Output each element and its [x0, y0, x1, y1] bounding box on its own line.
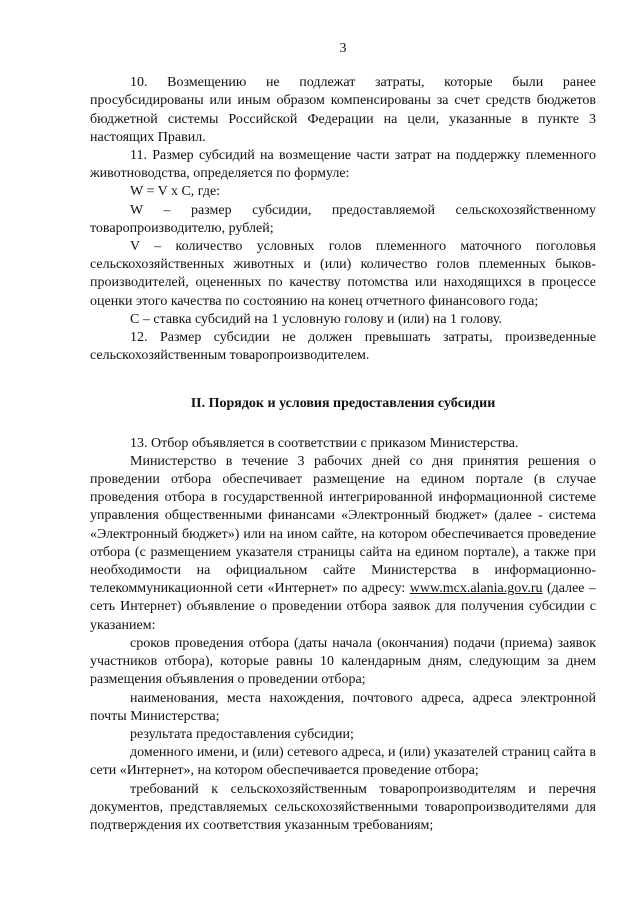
list-item-deadlines: сроков проведения отбора (даты начала (окончания) подачи (приема) заявок участников отбора), которые равны 10 календарным дням, следующим за днем размещения объявления о проведении отбора;: [90, 635, 596, 688]
section-heading: II. Порядок и условия предоставления субсидии: [190, 396, 496, 412]
list-item-result: результата предоставления субсидии;: [130, 726, 354, 742]
formula-v-definition: V – количество условных голов племенного маточного поголовья сельскохозяйственных животных и (или) количество голов племенных быков-производителей, оцененных по качеству потомства или находящихся в процессе оценки этого качества по состоянию на конец отчетного финансового года;: [90, 239, 596, 309]
paragraph-11: 11. Размер субсидий на возмещение части затрат на поддержку племенного животноводства, определяется по формуле:: [90, 148, 596, 182]
formula-w-definition: W – размер субсидии, предоставляемой сельскохозяйственному товаропроизводителю, рублей;: [90, 202, 596, 236]
paragraph-12: 12. Размер субсидии не должен превышать затраты, произведенные сельскохозяйственным товаропроизводителем.: [90, 330, 596, 364]
list-item-requirements: требований к сельскохозяйственным товаропроизводителям и перечня документов, представляемых сельскохозяйственными товаропроизводителями для подтверждения их соответствия указанным требованиям;: [90, 781, 596, 833]
list-item-domain-name: доменного имени, и (или) сетевого адреса, и (или) указателей страниц сайта в сети «Интернет», на котором обеспечивается проведение отбора;: [90, 745, 596, 779]
paragraph-10: 10. Возмещению не подлежат затраты, которые были ранее просубсидированы или иным образом компенсированы за счет средств бюджетов бюджетной системы Российской Федерации на цели, указанные в пункте 3 настоящих Правил.: [90, 75, 596, 145]
ministry-website-link[interactable]: www.mcx.alania.gov.ru: [409, 581, 543, 597]
paragraph-13: 13. Отбор объявляется в соответствии с приказом Министерства.: [130, 435, 519, 451]
document-page: [90, 40, 596, 835]
list-item-ministry-address: наименования, места нахождения, почтового адреса, адреса электронной почты Министерства;: [90, 690, 596, 724]
ministry-announcement-paragraph: [90, 453, 596, 635]
formula: W = V x С, где:: [130, 184, 221, 200]
announcement-text-end: (далее – сеть Интернет) объявление о проведении отбора заявок для получения субсидии с указанием:: [90, 581, 596, 633]
formula-c-definition: С – ставка субсидий на 1 условную голову и (или) на 1 голову.: [130, 311, 502, 327]
announcement-text-start: Министерство в течение 3 рабочих дней со дня принятия решения о проведении отбора обеспечивает размещение на едином портале (в случае проведения отбора в государственной интегрированной информационной системе управления общественными финансами «Электронный бюджет» (далее - система «Электронный бюджет») или на ином сайте, на котором обеспечивается проведение отбора (с размещением указателя страницы сайта на едином портале), а также при необходимости на официальном сайте Министерства в информационно-телекоммуникационной сети «Интернет» по адресу:: [90, 453, 596, 597]
page-number: 3: [339, 41, 347, 56]
